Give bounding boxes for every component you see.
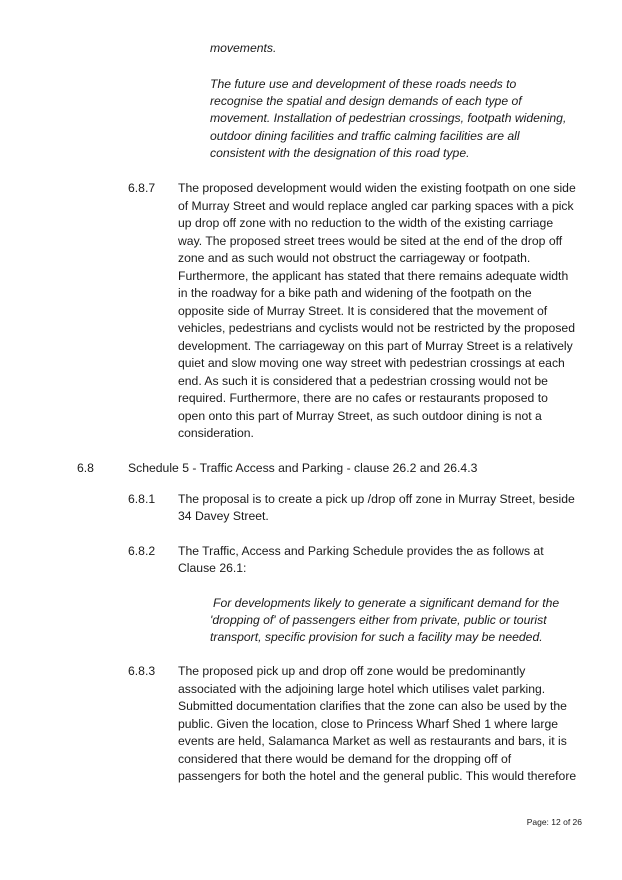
- paragraph-line: The proposed development would widen the existing footpath on one side: [178, 181, 576, 195]
- quote-line: transport, specific provision for such a facility may be needed.: [210, 630, 543, 644]
- section-number: 6.8.3: [128, 664, 156, 678]
- paragraph-line: Clause 26.1:: [178, 561, 247, 575]
- paragraph-line: end. As such it is considered that a pedestrian crossing would not be: [178, 373, 548, 388]
- paragraph-line: considered that there would be demand for the dropping off of: [178, 751, 512, 766]
- quote-line: outdoor dining facilities and traffic calming facilities are all: [210, 129, 520, 143]
- paragraph-line: quiet and slow moving one way street with pedestrian crossings at each: [178, 356, 565, 370]
- paragraph-line: passengers for both the hotel and the general public. This would therefore: [178, 769, 577, 783]
- paragraph-line: Furthermore, the applicant has stated that there remains adequate width: [178, 268, 569, 283]
- paragraph-line: in the roadway for a bike path and widening of the footpath on the: [178, 286, 532, 300]
- paragraph-line: up drop off zone with no reduction to the width of the existing carriage: [178, 216, 554, 230]
- quote-line: For developments likely to generate a significant demand for the: [213, 596, 560, 610]
- quote-line: movement. Installation of pedestrian crossings, footpath widening,: [210, 111, 567, 125]
- section-number: 6.8.7: [128, 181, 156, 195]
- section-number: 6.8.2: [128, 544, 156, 558]
- paragraph-line: way. The proposed street trees would be sited at the end of the drop off: [178, 233, 563, 248]
- quote-line: consistent with the designation of this road type.: [210, 146, 470, 160]
- paragraph-line: development. The carriageway on this part of Murray Street is a relatively: [178, 338, 573, 353]
- quote-line: 'dropping of' of passengers either from private, public or tourist: [210, 613, 547, 627]
- paragraph-line: zone and as such would not obstruct the carriageway or footpath.: [178, 251, 531, 265]
- quote-line: The future use and development of these roads needs to: [210, 77, 517, 91]
- paragraph-line: The Traffic, Access and Parking Schedule provides the as follows at: [178, 544, 544, 558]
- paragraph-line: of Murray Street and would replace angled car parking spaces with a pick: [178, 198, 574, 213]
- page-number: Page: 12 of 26: [526, 817, 582, 827]
- section-number: 6.8.1: [128, 492, 156, 506]
- paragraph-line: consideration.: [178, 426, 254, 440]
- paragraph-line: vehicles, pedestrians and cyclists would not be restricted by the proposed: [178, 321, 575, 335]
- paragraph-line: opposite side of Murray Street. It is considered that the movement of: [178, 303, 548, 318]
- paragraph-line: open onto this part of Murray Street, as such outdoor dining is not a: [178, 408, 542, 423]
- paragraph-line: public. Given the location, close to Princess Wharf Shed 1 where large: [178, 716, 559, 731]
- paragraph-line: associated with the adjoining large hotel which utilises valet parking.: [178, 681, 546, 696]
- paragraph-line: The proposal is to create a pick up /drop off zone in Murray Street, beside: [178, 492, 575, 506]
- paragraph-line: events are held, Salamanca Market as well as restaurants and bars, it is: [178, 734, 567, 748]
- paragraph-line: required. Furthermore, there are no cafes or restaurants proposed to: [178, 391, 548, 405]
- paragraph-line: 34 Davey Street.: [178, 509, 269, 523]
- section-number: 6.8: [77, 461, 94, 475]
- quote-line: movements.: [210, 41, 277, 55]
- paragraph-line: The proposed pick up and drop off zone would be predominantly: [178, 664, 526, 678]
- quote-line: recognise the spatial and design demands of each type of: [210, 94, 522, 108]
- section-heading: Schedule 5 - Traffic Access and Parking - clause 26.2 and 26.4.3: [128, 461, 478, 475]
- paragraph-line: Submitted documentation clarifies that the zone can also be used by the: [178, 699, 567, 713]
